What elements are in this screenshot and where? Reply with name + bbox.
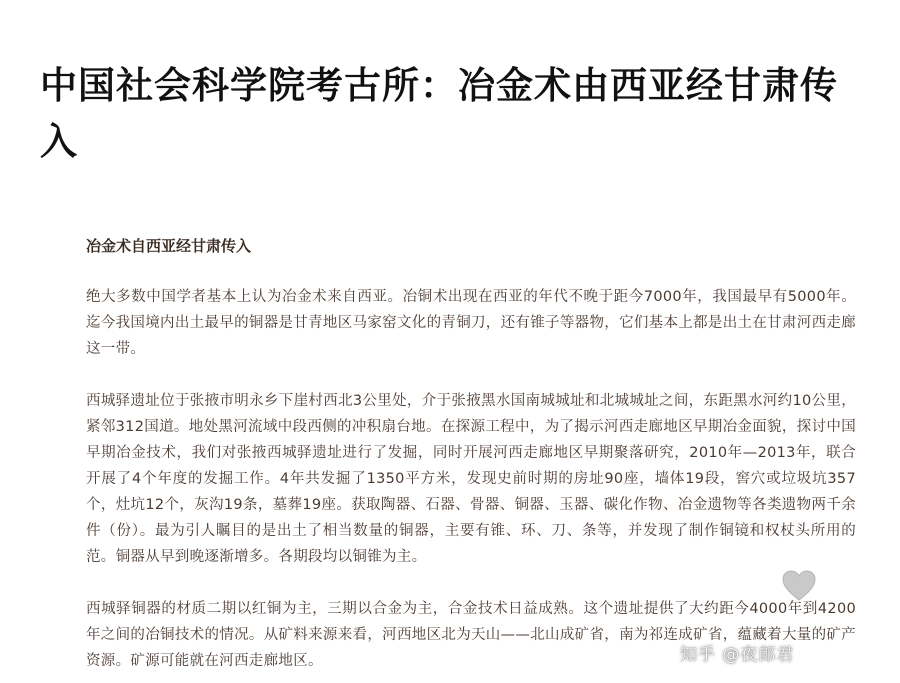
article-subhead: 冶金术自西亚经甘肃传入	[86, 237, 252, 255]
article-body	[86, 232, 856, 683]
article-paragraph: 西城驿铜器的材质二期以红铜为主，三期以合金为主，合金技术日益成熟。这个遗址提供了大约距今4000年到4200年之间的冶铜技术的情况。从矿料来源来看，河西地区北为天山——北山成矿省，南为祁连成矿省，蕴藏着大量的矿产资源。矿源可能就在河西走廊地区。	[86, 601, 856, 669]
article-paragraph: 绝大多数中国学者基本上认为冶金术来自西亚。冶铜术出现在西亚的年代不晚于距今7000年，我国最早有5000年。迄今我国境内出土最早的铜器是甘青地区马家窑文化的青铜刀，还有锥子等器物，它们基本上都是出土在甘肃河西走廊这一带。	[86, 289, 856, 357]
watermark: 知乎 @夜郎君	[680, 645, 795, 665]
article-paragraph: 西城驿遗址位于张掖市明永乡下崖村西北3公里处，介于张掖黑水国南城城址和北城城址之间，东距黑水河约10公里，紧邻312国道。地处黑河流域中段西侧的冲积扇台地。在探源工程中，为了揭示河西走廊地区早期冶金面貌，探讨中国早期冶金技术，我们对张掖西城驿遗址进行了发掘，同时开展河西走廊地区早期聚落研究，2010年—2013年，联合开展了4个年度的发掘工作。4年共发掘了1350平方米，发现史前时期的房址90座，墙体19段，窖穴或垃圾坑357个，灶坑12个，灰沟19条，墓葬19座。获取陶器、石器、骨器、铜器、玉器、碳化作物、冶金遗物等各类遗物两千余件（份）。最为引人瞩目的是出土了相当数量的铜器，主要有锥、环、刀、条等，并发现了制作铜镜和权杖头所用的范。铜器从早到晚逐渐增多。各期段均以铜锥为主。	[86, 393, 856, 565]
heart-icon[interactable]	[782, 570, 816, 602]
article-headline: 中国社会科学院考古所：冶金术由西亚经甘肃传入	[40, 64, 838, 163]
